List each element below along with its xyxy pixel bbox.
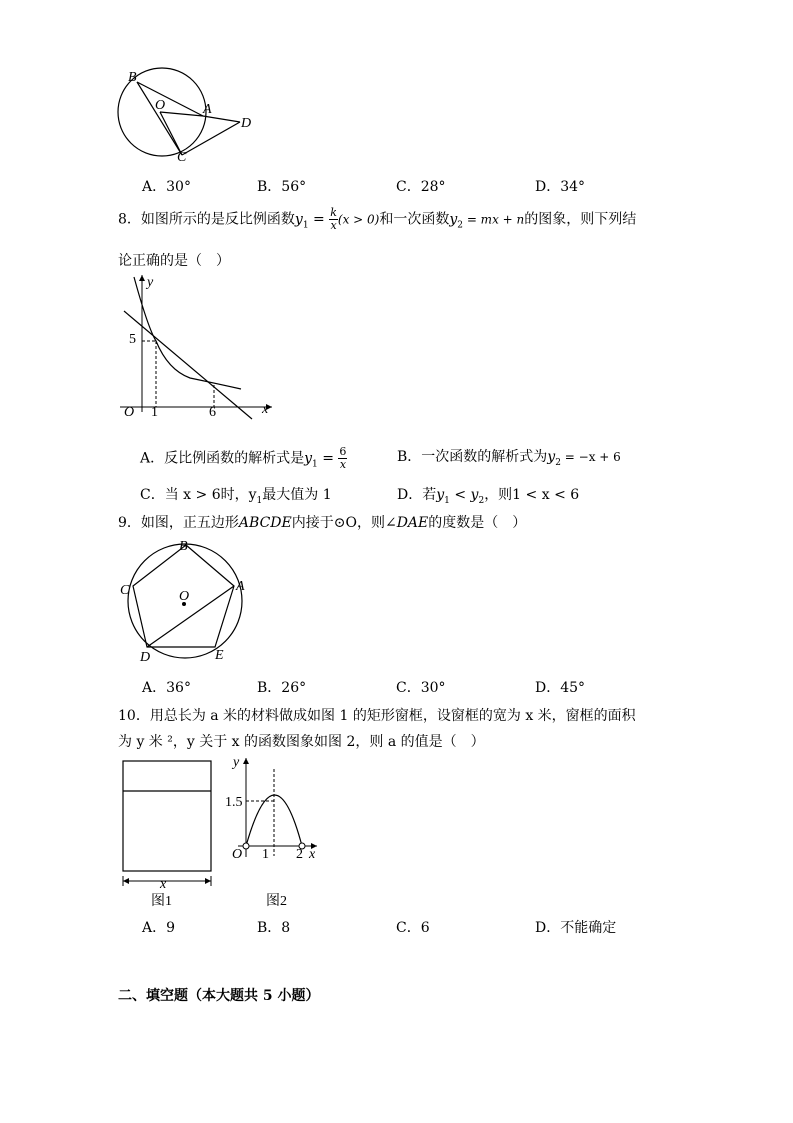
q8-expr2: = mx + n	[463, 212, 525, 227]
q10-fig2-caption: 图2	[266, 894, 287, 909]
option-letter: A．	[142, 179, 167, 195]
option-text: 56°	[281, 179, 307, 195]
q10-figure1	[115, 755, 225, 910]
q10-fig1-x: x	[160, 877, 167, 892]
q8-axis-y: y	[147, 275, 154, 290]
q10-option-a[interactable]: A．9	[142, 920, 176, 936]
q7-figure	[115, 65, 265, 165]
option-letter: C．	[396, 179, 421, 195]
q8-tick-1: 1	[151, 405, 158, 420]
q7-option-c[interactable]	[396, 176, 446, 196]
q8-fraction-k-over-x: $\frac{k}{x}$	[330, 206, 337, 232]
q7-seg-OC	[160, 112, 182, 155]
q8-option-b[interactable]: B．一次函数的解析式为$y_2 = -x + 6$	[397, 449, 621, 468]
q7-label-A: A	[203, 102, 212, 117]
q10-fig2-tick-2: 2	[296, 847, 303, 862]
option-text: 34°	[560, 179, 586, 195]
q8-mid: 和一次函数	[379, 211, 450, 228]
q9-label-D: D	[140, 650, 151, 665]
q8-stem-line2: 论正确的是（ ）	[118, 253, 230, 269]
option-letter: B．	[257, 179, 282, 195]
q9-label-C: C	[120, 583, 130, 598]
q10-fig1-caption: 图1	[151, 894, 172, 909]
q9-label-B: B	[179, 539, 188, 554]
q7-label-C: C	[177, 150, 187, 165]
q10-fig2-axis-y: y	[233, 755, 240, 770]
q7-label-O: O	[155, 98, 166, 113]
q8-option-a[interactable]: A．反比例函数的解析式是$y_1$ = $\frac{6}{x}$	[140, 445, 347, 471]
q9-seg-DA	[147, 586, 234, 647]
q7-option-a[interactable]	[142, 176, 191, 196]
q7-label-B: B	[128, 70, 137, 85]
q8-tick-6: 6	[209, 405, 216, 420]
q9-figure	[115, 537, 255, 667]
q8-tick-5: 5	[129, 332, 136, 347]
option-text: 30°	[166, 179, 191, 195]
q7-option-d[interactable]	[535, 176, 585, 196]
q10-fig2-axis-x: x	[309, 847, 316, 862]
q7-option-b[interactable]	[257, 176, 306, 196]
q8-origin: O	[124, 405, 135, 420]
q10-option-c[interactable]: C．6	[396, 920, 430, 936]
q8-prefix: 8．如图所示的是反比例函数	[118, 211, 295, 228]
q8-option-d[interactable]: D．若$y_1 < y_2$，则1 < x < 6	[397, 487, 580, 506]
q8-option-c[interactable]: C．当 x > 6时，$y_1$最大值为 1	[140, 487, 332, 506]
q10-window-frame	[123, 761, 211, 871]
q9-option-c[interactable]: C．30°	[396, 680, 446, 696]
q8-suffix: 的图象，则下列结	[524, 211, 637, 228]
q9-label-E: E	[215, 648, 224, 663]
section-heading-fill-in: 二、填空题（本大题共 5 小题）	[118, 988, 320, 1004]
q9-stem: 9．如图，正五边形ABCDE内接于⊙O，则∠DAE的度数是（ ）	[118, 515, 527, 531]
q8-graph	[110, 272, 280, 420]
q8-y2: y	[449, 211, 458, 228]
q8-fraction-6-over-x: $\frac{6}{x}$	[339, 445, 347, 471]
q10-fig2-tick-15: 1.5	[225, 795, 243, 810]
q9-option-d[interactable]: D．45°	[535, 680, 586, 696]
q9-option-b[interactable]: B．26°	[257, 680, 307, 696]
q10-stem-line2: 为 y 米 ²，y 关于 x 的函数图象如图 2，则 a 的值是（ ）	[118, 734, 485, 750]
q9-option-a[interactable]: A．36°	[142, 680, 191, 696]
q9-label-A: A	[236, 579, 245, 594]
q8-y1: y	[294, 211, 303, 228]
q8-line-y2	[124, 311, 252, 419]
q8-condition: (x > 0)	[337, 212, 380, 227]
q10-option-d[interactable]: D．不能确定	[535, 920, 617, 936]
q10-option-b[interactable]: B．8	[257, 920, 291, 936]
q10-fig2-origin: O	[232, 847, 243, 862]
option-letter: D．	[535, 179, 561, 195]
q7-label-D: D	[241, 116, 252, 131]
q8-stem-line1: 8．如图所示的是反比例函数$y_1$ = $\frac{k}{x}$ (x > 0)和一次函数$y_2$ = mx + n的图象，则下列结	[118, 206, 637, 232]
q7-seg-CD	[182, 122, 240, 155]
option-text: 28°	[420, 179, 446, 195]
q10-stem-line1: 10．用总长为 a 米的材料做成如图 1 的矩形窗框，设窗框的宽为 x 米，窗框的面积	[118, 708, 636, 724]
q8-axis-x: x	[262, 402, 269, 417]
q10-figure2	[222, 755, 332, 910]
q10-fig2-tick-1: 1	[262, 847, 269, 862]
q9-label-O: O	[179, 589, 190, 604]
